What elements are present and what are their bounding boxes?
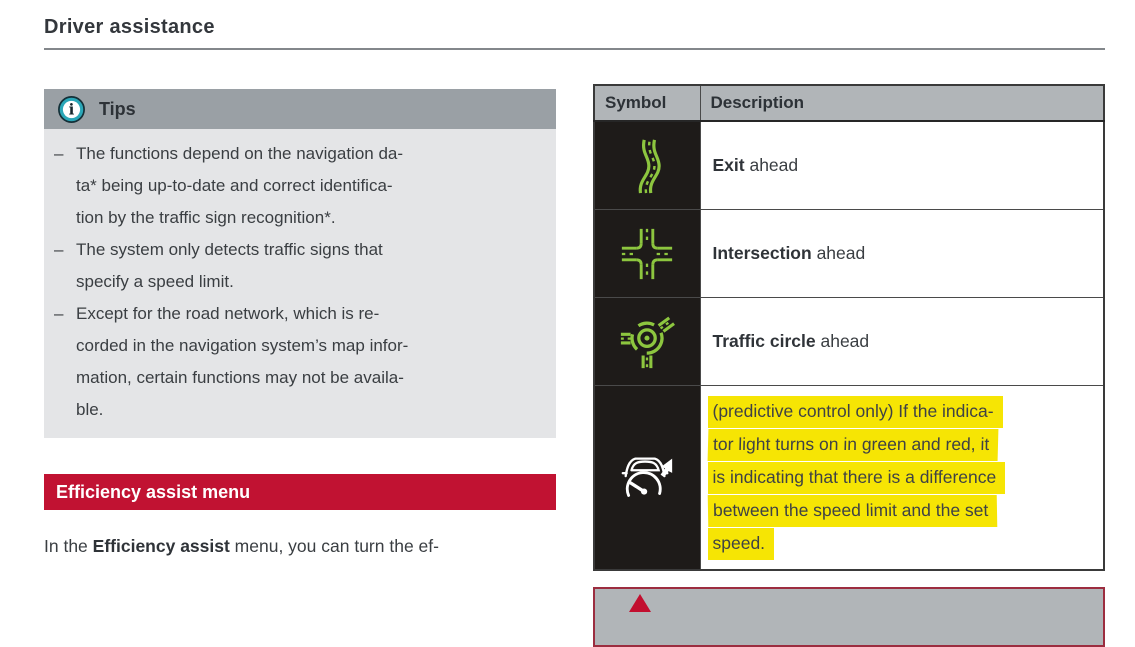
description-bold: Traffic circle xyxy=(712,331,816,351)
table-row xyxy=(594,121,1104,210)
section-header-efficiency-assist: Efficiency assist menu xyxy=(44,474,556,510)
intro-paragraph xyxy=(44,531,556,561)
tip-text: The functions depend on the navigation da- ta* being up-to-date and correct identifica- tion by the traffic sign recognition*. xyxy=(76,144,404,227)
column-header-symbol: Symbol xyxy=(594,85,700,121)
warning-triangle-icon xyxy=(629,594,651,612)
description-text: ahead xyxy=(744,155,799,175)
intro-suffix: menu, you can turn the ef- xyxy=(229,536,439,556)
tips-box-header xyxy=(44,89,556,129)
list-item xyxy=(54,234,544,298)
tips-title: Tips xyxy=(99,98,136,119)
table-row xyxy=(594,298,1104,386)
description-text: ahead xyxy=(815,331,870,351)
content-columns xyxy=(44,84,1105,647)
symbol-cell xyxy=(594,298,700,386)
column-header-description: Description xyxy=(700,85,1104,121)
table-header-row xyxy=(594,85,1104,121)
tip-text: The system only detects traffic signs that specify a speed limit. xyxy=(76,240,383,291)
list-item xyxy=(54,298,544,426)
right-column xyxy=(593,84,1105,647)
tips-box xyxy=(44,89,556,438)
intro-prefix: In the xyxy=(44,536,93,556)
description-bold: Intersection xyxy=(712,243,812,263)
exit-road-icon xyxy=(619,137,675,195)
list-item xyxy=(54,138,544,234)
dash-bullet: – xyxy=(54,304,64,323)
dash-bullet: – xyxy=(54,144,64,163)
warning-box xyxy=(593,587,1105,647)
highlighted-line: is indicating that there is a difference xyxy=(713,461,1094,494)
description-cell xyxy=(700,210,1104,298)
description-text: ahead xyxy=(811,243,866,263)
manual-page xyxy=(0,16,1135,558)
symbol-description-table xyxy=(593,84,1105,571)
symbol-cell xyxy=(594,386,700,571)
title-divider xyxy=(44,48,1105,50)
traffic-circle-icon xyxy=(618,313,676,371)
intro-bold: Efficiency assist xyxy=(92,536,230,556)
info-icon xyxy=(57,95,86,124)
table-row xyxy=(594,386,1104,571)
table-row xyxy=(594,210,1104,298)
description-cell xyxy=(700,298,1104,386)
symbol-cell xyxy=(594,210,700,298)
description-bold: Exit xyxy=(712,155,745,175)
page-title: Driver assistance xyxy=(44,16,215,38)
left-column xyxy=(44,84,556,647)
highlighted-line: (predictive control only) If the indica- xyxy=(713,395,1094,428)
intersection-icon xyxy=(618,225,676,283)
tips-list xyxy=(44,129,556,438)
highlighted-line: tor light turns on in green and red, it xyxy=(713,428,1094,461)
description-cell xyxy=(700,386,1104,571)
dash-bullet: – xyxy=(54,240,64,259)
tip-text: Except for the road network, which is re- corded in the navigation system’s map infor- mation, certain functions may not be availa- ble. xyxy=(76,304,409,419)
predictive-control-icon xyxy=(616,447,678,509)
highlighted-line: between the speed limit and the set xyxy=(713,494,1094,527)
symbol-cell xyxy=(594,121,700,210)
svg-text:i: i xyxy=(68,100,75,119)
highlighted-line: speed. xyxy=(713,527,1094,560)
description-cell xyxy=(700,121,1104,210)
